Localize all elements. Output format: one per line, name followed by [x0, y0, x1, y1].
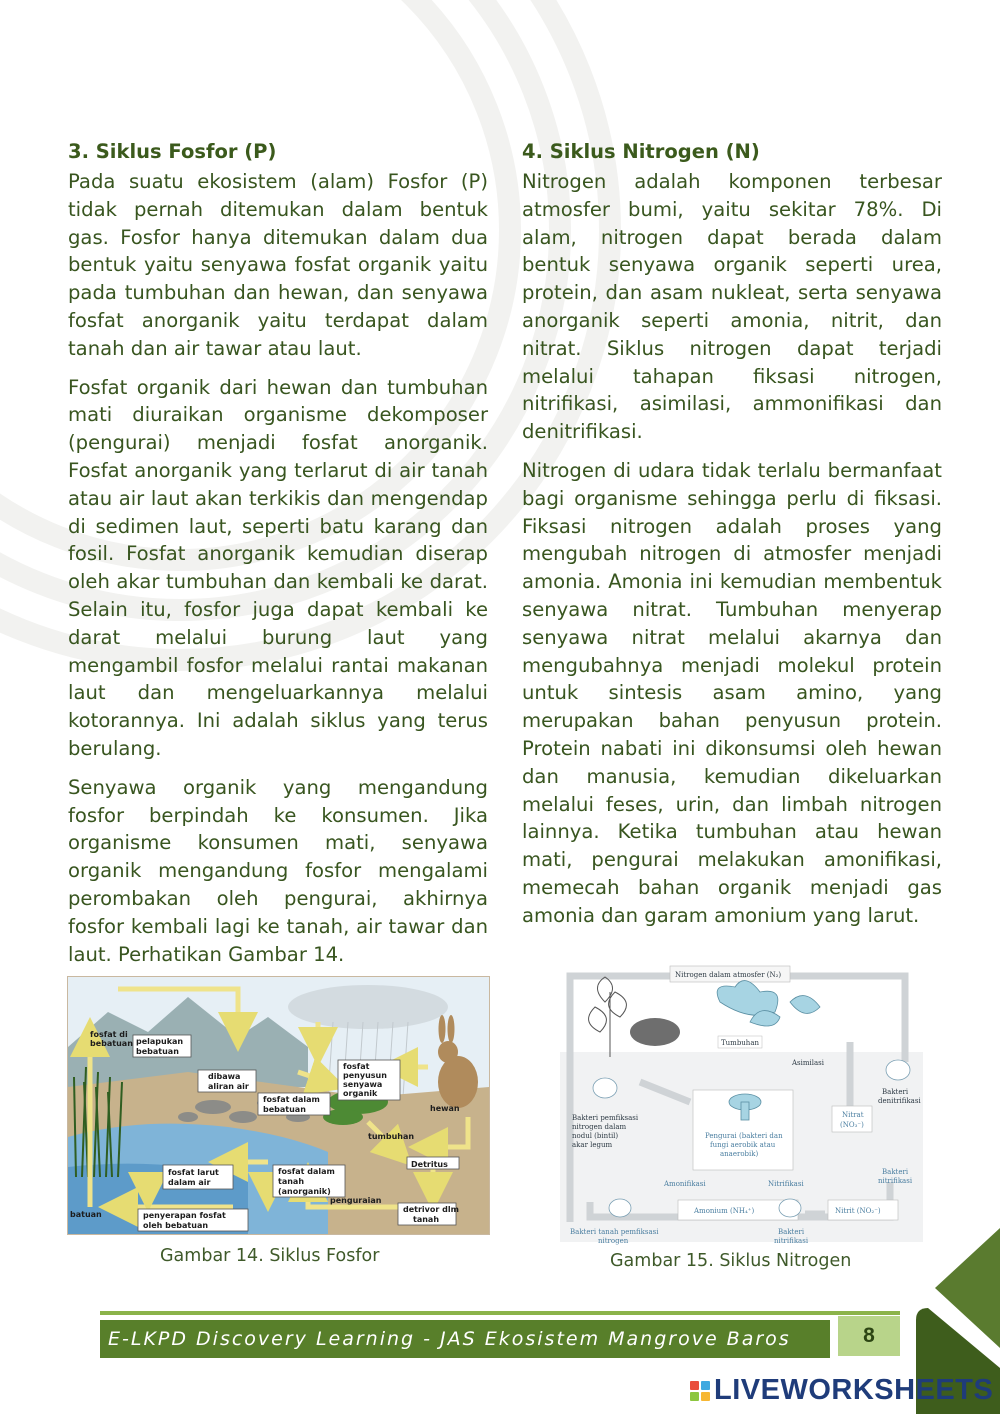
- label-dibawa-2: aliran air: [208, 1082, 249, 1091]
- label-fosfat-tanah-3: (anorganik): [278, 1187, 331, 1196]
- label-pelapukan-2: bebatuan: [136, 1047, 179, 1056]
- n-label-bakteri-nitrifikasi-b-2: nitrifikasi: [774, 1237, 809, 1245]
- n-label-denitrifikasi-2: denitrifikasi: [878, 1097, 921, 1105]
- figure-14-caption: Gambar 14. Siklus Fosfor: [160, 1246, 380, 1266]
- label-dibawa-1: dibawa: [208, 1072, 241, 1081]
- n-label-atmosfer: Nitrogen dalam atmosfer (N₂): [675, 971, 782, 979]
- label-detrivor-2: tanah: [413, 1215, 440, 1224]
- label-penyusun-1: fosfat: [343, 1062, 370, 1071]
- liveworksheets-wordmark: LIVEWORKSHEETS: [714, 1374, 994, 1406]
- n-label-bakteri-nitrifikasi-r-1: Bakteri: [882, 1168, 909, 1176]
- label-fosfat-di-bebatuan-2: bebatuan: [90, 1039, 133, 1048]
- nitrogen-paragraph-2: Nitrogen di udara tidak terlalu bermanfaat bagi organisme sehingga perlu di fiksasi. Fiksasi nitrogen adalah proses yang mengubah nitrogen di atmosfer menjadi amonia. Amonia ini kemudian membentuk senyawa nitrat. Tumbuhan menyerap senyawa nitrat melalui akarnya dan mengubahnya menjadi molekul protein untuk sintesis asam amino, yang merupakan bahan penyusun protein. Protein nabati ini dikonsumsi oleh hewan dan manusia, kemudian dikeluarkan melalui feses, urin, dan limbah nitrogen lainnya. Ketika tumbuhan atau hewan mati, pengurai melakukan amonifikasi, memecah bahan organik menjadi gas amonia dan garam amonium yang larut.: [522, 458, 942, 927]
- n-label-nitrat-1: Nitrat: [842, 1111, 864, 1119]
- n-label-tanah-pemfiksasi-1: Bakteri tanah pemfiksasi: [570, 1228, 659, 1236]
- n-label-nitrifikasi: Nitrifikasi: [768, 1180, 804, 1188]
- label-pelapukan-1: pelapukan: [136, 1037, 184, 1046]
- n-label-amonifikasi: Amonifikasi: [664, 1180, 706, 1188]
- n-label-pengurai-3: anaerobik): [720, 1150, 759, 1158]
- footer-bar: [100, 1320, 830, 1358]
- label-penyusun-2: penyusun: [343, 1071, 387, 1080]
- label-penguraian: penguraian: [330, 1196, 382, 1205]
- n-label-asimilasi: Asimilasi: [792, 1059, 825, 1067]
- nitrogen-cycle-figure: [560, 962, 923, 1246]
- label-fosfat-dalam-bebatuan-1: fosfat dalam: [263, 1095, 320, 1104]
- label-hewan: hewan: [430, 1104, 460, 1113]
- n-label-pemfiksasi-3: nodul (bintil): [572, 1132, 619, 1140]
- label-penyusun-3: senyawa: [343, 1080, 383, 1089]
- n-label-nitrit: Nitrit (NO₂⁻): [835, 1207, 881, 1215]
- phosphorus-cycle-figure: [67, 976, 490, 1235]
- footer-divider: [100, 1311, 900, 1315]
- n-label-pemfiksasi-2: nitrogen dalam: [572, 1123, 627, 1131]
- label-fosfat-larut-1: fosfat larut: [168, 1168, 219, 1177]
- label-detritus: Detritus: [411, 1160, 448, 1169]
- nitrogen-paragraph-1: Nitrogen adalah komponen terbesar atmosfer bumi, yaitu sekitar 78%. Di alam, nitrogen dapat berada dalam bentuk senyawa organik seperti urea, protein, dan asam nukleat, serta senyawa anorganik seperti amonia, nitrit, dan nitrat. Siklus nitrogen dapat terjadi melalui tahapan fiksasi nitrogen, nitrifikasi, asimilasi, ammonifikasi dan denitrifikasi.: [522, 170, 942, 444]
- label-tumbuhan: tumbuhan: [368, 1132, 415, 1141]
- page-number: 8: [838, 1316, 900, 1356]
- n-label-bakteri-nitrifikasi-r-2: nitrifikasi: [878, 1177, 913, 1185]
- phosphorus-paragraph-2: Fosfat organik dari hewan dan tumbuhan mati diuraikan organisme dekomposer (pengurai) menjadi fosfat anorganik. Fosfat anorganik yang terlarut di air tanah atau air laut akan terkikis dan mengendap di sedimen laut, seperti batu karang dan fosil. Fosfat anorganik kemudian diserap oleh akar tumbuhan dan kembali ke darat. Selain itu, fosfor juga dapat kembali ke darat melalui burung laut yang mengambil fosfor melalui rantai makanan laut dan mengeluarkannya melalui kotorannya. Ini adalah siklus yang terus berulang.: [68, 375, 488, 760]
- footer-title: E-LKPD Discovery Learning - JAS Ekosistem Mangrove Baros: [108, 1328, 791, 1350]
- label-fosfat-larut-2: dalam air: [168, 1178, 211, 1187]
- label-fosfat-di-bebatuan-1: fosfat di: [90, 1030, 128, 1039]
- n-label-tanah-pemfiksasi-2: nitrogen: [598, 1237, 629, 1245]
- phosphorus-heading: 3. Siklus Fosfor (P): [68, 140, 277, 163]
- n-label-pengurai-2: fungi aerobik atau: [710, 1141, 776, 1149]
- liveworksheets-logo[interactable]: [690, 1374, 993, 1407]
- n-label-tumbuhan: Tumbuhan: [721, 1039, 759, 1047]
- n-label-amonium: Amonium (NH₄⁺): [694, 1207, 755, 1215]
- label-fosfat-tanah-2: tanah: [278, 1177, 305, 1186]
- label-penyerapan-2: oleh bebatuan: [143, 1221, 209, 1230]
- nitrogen-cycle-diagram: [560, 962, 923, 1246]
- label-fosfat-dalam-bebatuan-2: bebatuan: [263, 1105, 306, 1114]
- n-label-pemfiksasi-1: Bakteri pemfiksasi: [572, 1114, 639, 1122]
- n-label-nitrat-2: (NO₃⁻): [840, 1121, 864, 1129]
- n-label-bakteri-nitrifikasi-b-1: Bakteri: [778, 1228, 805, 1236]
- label-fosfat-tanah-1: fosfat dalam: [278, 1167, 335, 1176]
- phosphorus-paragraph-3: Senyawa organik yang mengandung fosfor berpindah ke konsumen. Jika organisme konsumen mati, senyawa organik mengandung fosfor mengalami perombakan oleh pengurai, akhirnya fosfor kembali lagi ke tanah, air tawar dan laut. Perhatikan Gambar 14.: [68, 775, 488, 966]
- n-label-pengurai-1: Pengurai (bakteri dan: [705, 1132, 783, 1140]
- n-label-denitrifikasi-1: Bakteri: [882, 1088, 909, 1096]
- label-penyusun-4: organik: [343, 1089, 378, 1098]
- label-penyerapan-1: penyerapan fosfat: [143, 1211, 226, 1220]
- phosphorus-cycle-diagram: [68, 977, 489, 1234]
- phosphorus-paragraph-1: Pada suatu ekosistem (alam) Fosfor (P) tidak pernah ditemukan dalam bentuk gas. Fosfor hanya ditemukan dalam dua bentuk yaitu senyawa fosfat organik yaitu pada tumbuhan dan hewan, dan senyawa fosfat anorganik yaitu terdapat dalam tanah dan air tawar atau laut.: [68, 170, 488, 360]
- n-label-pemfiksasi-4: akar legum: [572, 1141, 613, 1149]
- left-column: [68, 138, 488, 979]
- label-batuan: batuan: [70, 1210, 102, 1219]
- nitrogen-heading: 4. Siklus Nitrogen (N): [522, 140, 760, 163]
- right-column: [522, 138, 942, 941]
- label-detrivor-1: detrivor dlm: [403, 1205, 459, 1214]
- figure-15-caption: Gambar 15. Siklus Nitrogen: [610, 1251, 852, 1271]
- liveworksheets-icon: [690, 1381, 710, 1401]
